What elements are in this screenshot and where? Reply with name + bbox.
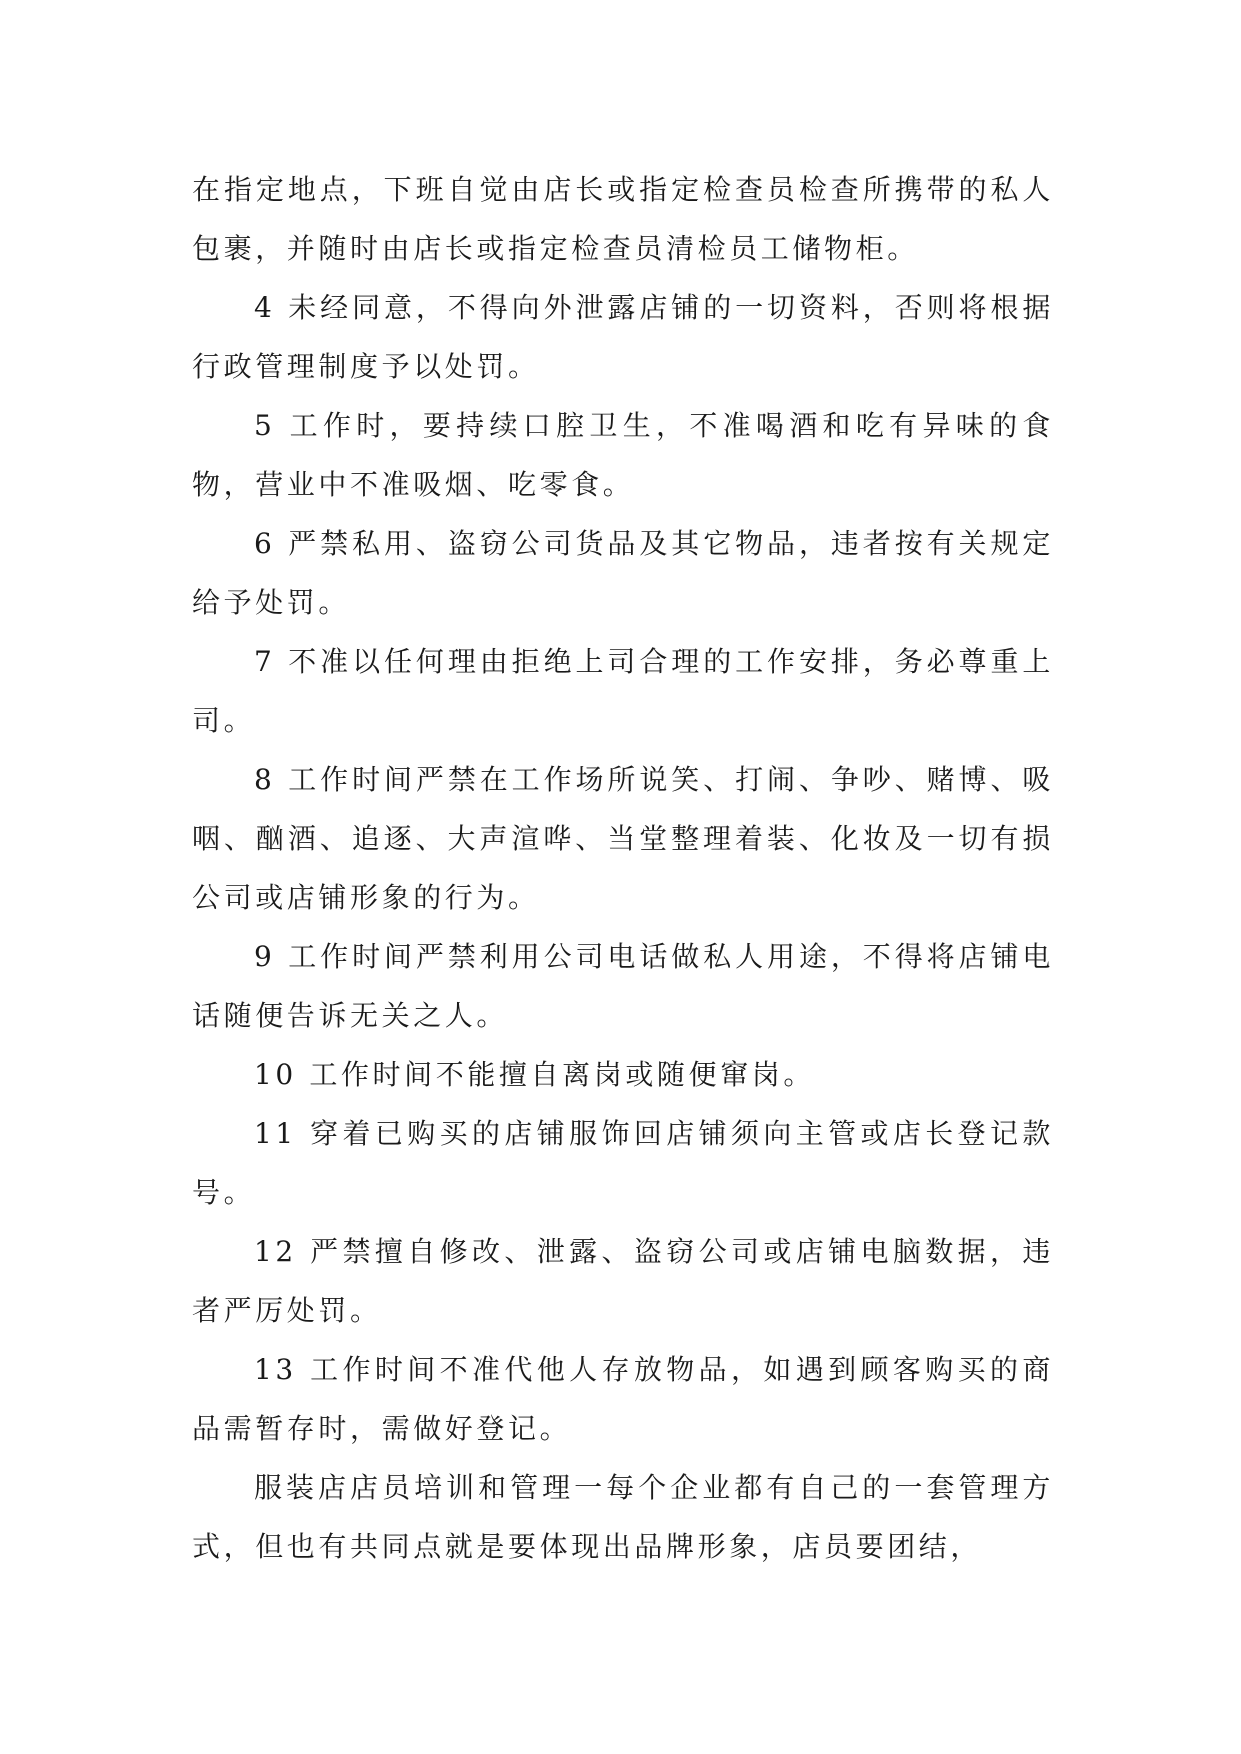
paragraph-rule-6: 6 严禁私用、盗窃公司货品及其它物品，违者按有关规定给予处罚。: [192, 527, 1054, 619]
paragraph-rule-7: 7 不准以任何理由拒绝上司合理的工作安排，务必尊重上司。: [192, 645, 1054, 737]
paragraph-rule-10: 10 工作时间不能擅自离岗或随便窜岗。: [254, 1058, 815, 1091]
paragraph-rule-13: 13 工作时间不准代他人存放物品，如遇到顾客购买的商品需暂存时，需做好登记。: [192, 1353, 1054, 1445]
paragraph-rule-5: 5 工作时，要持续口腔卫生，不准喝酒和吃有异味的食物，营业中不准吸烟、吃零食。: [192, 409, 1054, 501]
paragraph-rule-9: 9 工作时间严禁利用公司电话做私人用途，不得将店铺电话随便告诉无关之人。: [192, 940, 1054, 1032]
paragraph-training-intro: 服装店店员培训和管理一每个企业都有自己的一套管理方式，但也有共同点就是要体现出品牌形象，店员要团结，: [192, 1471, 1054, 1563]
paragraph-continuation: 在指定地点，下班自觉由店长或指定检查员检查所携带的私人包裹，并随时由店长或指定检查员清检员工储物柜。: [192, 173, 1054, 265]
paragraph-rule-8: 8 工作时间严禁在工作场所说笑、打闹、争吵、赌博、吸咽、酗酒、追逐、大声渲哗、当堂整理着装、化妆及一切有损公司或店铺形象的行为。: [192, 763, 1054, 914]
document-body: [192, 160, 1054, 1576]
paragraph-rule-11: 11 穿着已购买的店铺服饰回店铺须向主管或店长登记款号。: [192, 1117, 1054, 1209]
paragraph-rule-12: 12 严禁擅自修改、泄露、盗窃公司或店铺电脑数据，违者严厉处罚。: [192, 1235, 1054, 1327]
paragraph-rule-4: 4 未经同意，不得向外泄露店铺的一切资料，否则将根据行政管理制度予以处罚。: [192, 291, 1054, 383]
